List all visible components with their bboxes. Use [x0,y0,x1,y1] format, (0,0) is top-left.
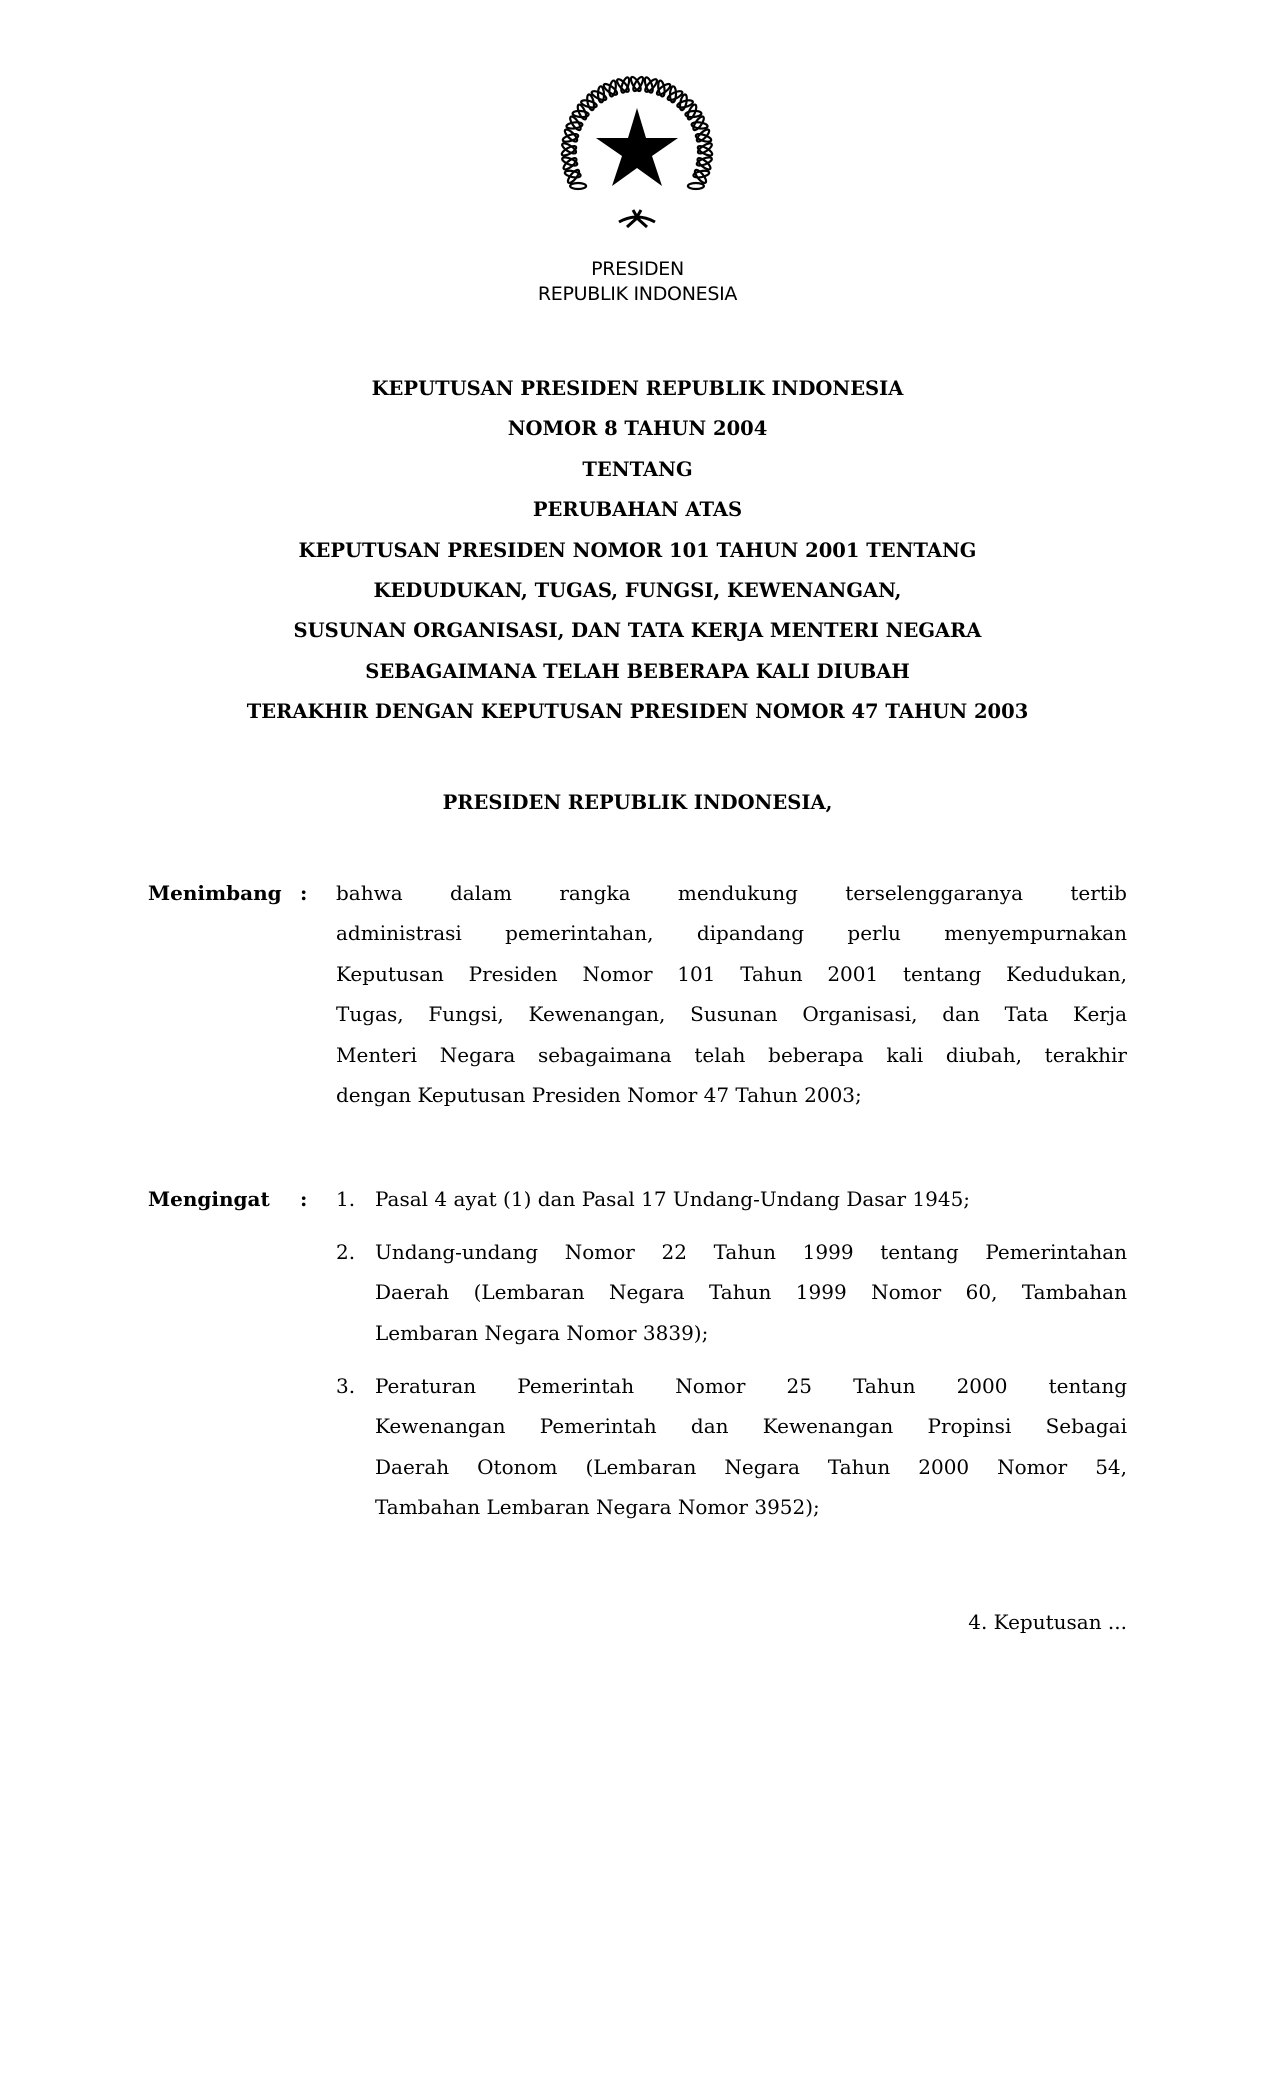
issuer-heading: PRESIDEN REPUBLIK INDONESIA, [442,791,833,814]
org-line-republic: REPUBLIK INDONESIA [537,283,738,305]
mengingat-item-number: 3. [336,1374,356,1398]
menimbang-colon: : [300,881,308,905]
menimbang-line: Tugas, Fungsi, Kewenangan, Susunan Organisasi, dan Tata Kerja [336,1002,1127,1027]
menimbang-line: Keputusan Presiden Nomor 101 Tahun 2001 tentang Kedudukan, [336,961,1127,986]
star-icon [596,108,678,186]
org-line-president: PRESIDEN [591,258,684,280]
mengingat-item-number: 1. [336,1187,356,1211]
mengingat-item-number: 2. [336,1240,356,1264]
mengingat-item-line: Daerah Otonom (Lembaran Negara Tahun 2000 Nomor 54, [375,1454,1127,1479]
title-line: KEDUDUKAN, TUGAS, FUNGSI, KEWENANGAN, [373,579,902,602]
title-line: KEPUTUSAN PRESIDEN REPUBLIK INDONESIA [371,377,904,400]
title-line: PERUBAHAN ATAS [532,498,743,522]
mengingat-item-line: Daerah (Lembaran Negara Tahun 1999 Nomor 60, Tambahan [375,1280,1127,1305]
page-continuation: 4. Keputusan ... [968,1610,1127,1634]
mengingat-item-line: Pasal 4 ayat (1) dan Pasal 17 Undang-Undang Dasar 1945; [375,1187,971,1211]
ribbon-icon [619,210,655,227]
title-line: NOMOR 8 TAHUN 2004 [507,417,768,441]
title-line: TENTANG [582,457,693,481]
menimbang-line: administrasi pemerintahan, dipandang perlu menyempurnakan [336,921,1127,946]
menimbang-line: Menteri Negara sebagaimana telah beberapa kali diubah, terakhir [336,1042,1127,1067]
title-line: SUSUNAN ORGANISASI, DAN TATA KERJA MENTERI NEGARA [293,619,982,643]
mengingat-item-line: Peraturan Pemerintah Nomor 25 Tahun 2000 tentang [375,1374,1127,1398]
mengingat-item-line: Lembaran Negara Nomor 3839); [375,1320,709,1345]
menimbang-line: dengan Keputusan Presiden Nomor 47 Tahun 2003; [336,1083,862,1107]
mengingat-item-line: Undang-undang Nomor 22 Tahun 1999 tentang Pemerintahan [375,1240,1127,1264]
laurel-leaf-icon [570,183,586,189]
mengingat-item-line: Tambahan Lembaran Negara Nomor 3952); [375,1495,820,1520]
menimbang-label: Menimbang [148,881,282,905]
title-line: KEPUTUSAN PRESIDEN NOMOR 101 TAHUN 2001 TENTANG [298,538,977,562]
menimbang-line: bahwa dalam rangka mendukung terselenggaranya tertib [336,881,1127,905]
star-laurel-icon [557,72,717,237]
laurel-leaf-icon [688,183,704,189]
title-line: TERAKHIR DENGAN KEPUTUSAN PRESIDEN NOMOR 47 TAHUN 2003 [246,700,1029,724]
mengingat-label: Mengingat [148,1187,270,1211]
title-line: SEBAGAIMANA TELAH BEBERAPA KALI DIUBAH [365,659,910,683]
presidential-emblem [557,72,717,237]
mengingat-item-line: Kewenangan Pemerintah dan Kewenangan Propinsi Sebagai [375,1414,1127,1439]
mengingat-colon: : [300,1187,308,1211]
